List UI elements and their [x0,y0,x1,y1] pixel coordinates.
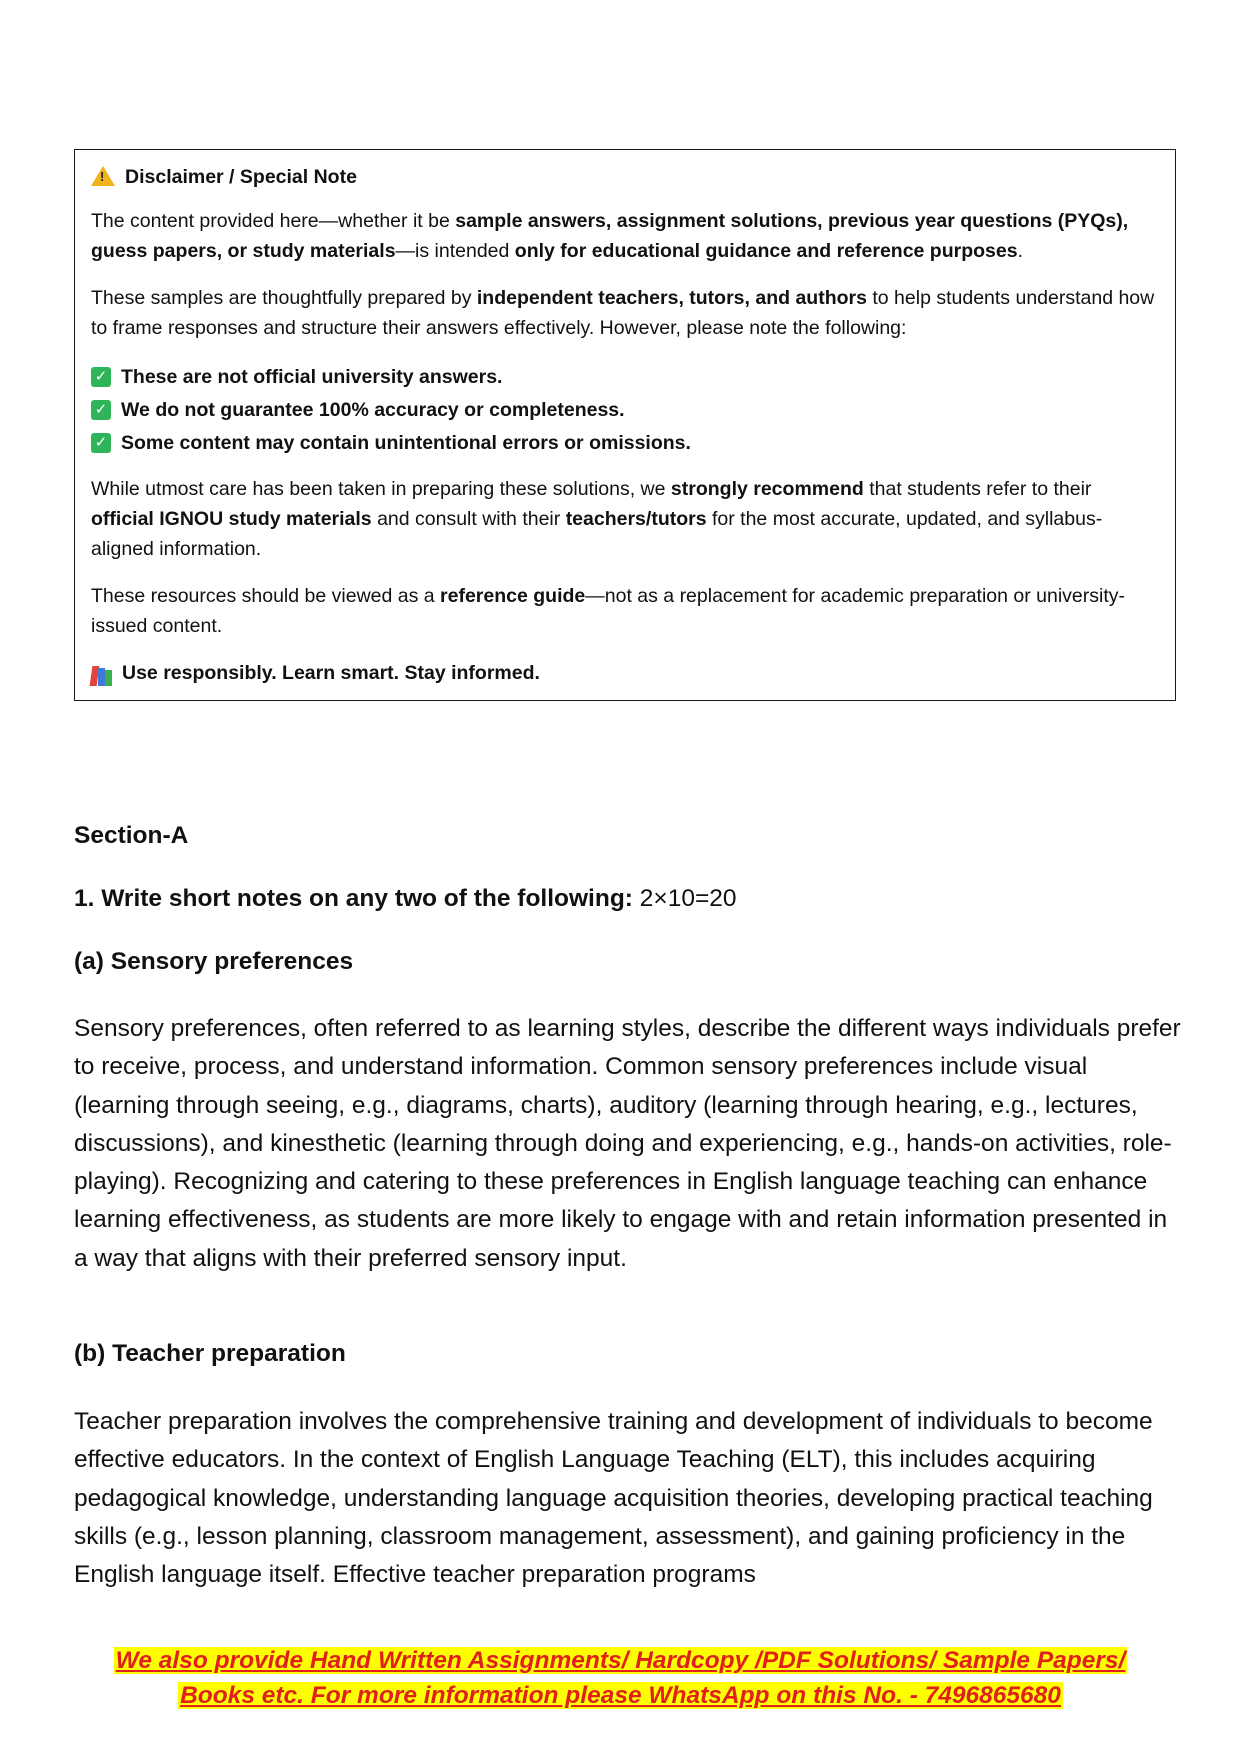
disclaimer-box [74,149,1176,701]
bold-run: teachers/tutors [565,508,707,530]
text-run: These samples are thoughtfully prepared by [91,287,477,309]
question-1 [74,885,737,913]
subheading-a: (a) Sensory preferences [74,948,354,975]
disclaimer-title [91,162,1159,192]
question-text: 1. Write short notes on any two of the following: [74,885,633,912]
promo-banner [60,1644,1181,1713]
bold-run: official IGNOU study materials [91,508,372,530]
text-run: and consult with their [371,508,566,530]
check-item-text: Some content may contain unintentional errors or omissions. [121,431,691,454]
check-item-text: We do not guarantee 100% accuracy or completeness. [121,398,625,421]
bold-run: only for educational guidance and reference purposes [514,240,1018,262]
check-item-text: These are not official university answers. [121,365,503,388]
promo-line-1: We also provide Hand Written Assignments/ Hardcopy /PDF Solutions/ Sample Papers/ [115,1647,1126,1674]
check-mark-icon: ✓ [91,433,111,453]
check-mark-icon: ✓ [91,367,111,387]
disclaimer-paragraph-1 [91,206,1159,266]
check-item [91,426,1159,459]
disclaimer-check-list [91,360,1159,459]
promo-line-2: Books etc. For more information please WhatsApp on this No. - 7496865680 [180,1681,1061,1709]
check-item [91,360,1159,393]
text-run: While utmost care has been taken in preparing these solutions, we [91,478,671,500]
text-run: The content provided here—whether it be [91,210,456,232]
text-run: These resources should be viewed as a [91,585,441,607]
bold-run: independent teachers, tutors, and authors [476,287,867,309]
text-run: —is intended [395,240,515,262]
disclaimer-paragraph-4 [91,581,1159,641]
disclaimer-title-text: Disclaimer / Special Note [125,166,357,188]
closing-text: Use responsibly. Learn smart. Stay informed. [122,662,540,684]
text-run: —not as a replacement for academic preparation or university-issued content. [91,585,1126,637]
check-mark-icon: ✓ [91,400,111,420]
warning-icon [91,166,115,186]
check-item [91,393,1159,426]
text-run: that students refer to their [863,478,1092,500]
paragraph-b: Teacher preparation involves the comprehensive training and development of individuals to become effective educators. In the context of English Language Teaching (ELT), this includes acquiring pedagogical knowledge, understanding language acquisition theories, developing practical teaching skills (e.g., lesson planning, classroom management, assessment), and gaining proficiency in the English language itself. Effective teacher preparation programs [74,1408,1153,1589]
section-heading: Section-A [74,822,189,849]
bold-run: strongly recommend [670,478,864,500]
bold-run: reference guide [440,585,586,607]
paragraph-a: Sensory preferences, often referred to as learning styles, describe the different ways individuals prefer to receive, process, and understand information. Common sensory preferences include visual (learning through seeing, e.g., diagrams, charts), auditory (learning through hearing, e.g., lectures, discussions), and kinesthetic (learning through doing and experiencing, e.g., hands-on activities, role-playing). Recognizing and catering to these preferences in English language teaching can enhance learning effectiveness, as students are more likely to engage with and retain information presented in a way that aligns with their preferred sensory input. [74,1015,1181,1272]
disclaimer-paragraph-2 [91,283,1159,343]
subheading-b: (b) Teacher preparation [74,1340,346,1367]
disclaimer-closing [91,658,1159,688]
text-run: for the most accurate, updated, and syllabus-aligned information. [91,508,1103,560]
text-run: . [1017,240,1024,262]
books-icon [91,664,113,686]
bold-run: sample answers, assignment solutions, previous year questions (PYQs), guess papers, or study materials [91,210,1129,262]
text-run: to help students understand how to frame responses and structure their answers effectively. However, please note the following: [91,287,1155,339]
question-marks: 2×10=20 [632,885,737,912]
disclaimer-paragraph-3 [91,474,1159,564]
